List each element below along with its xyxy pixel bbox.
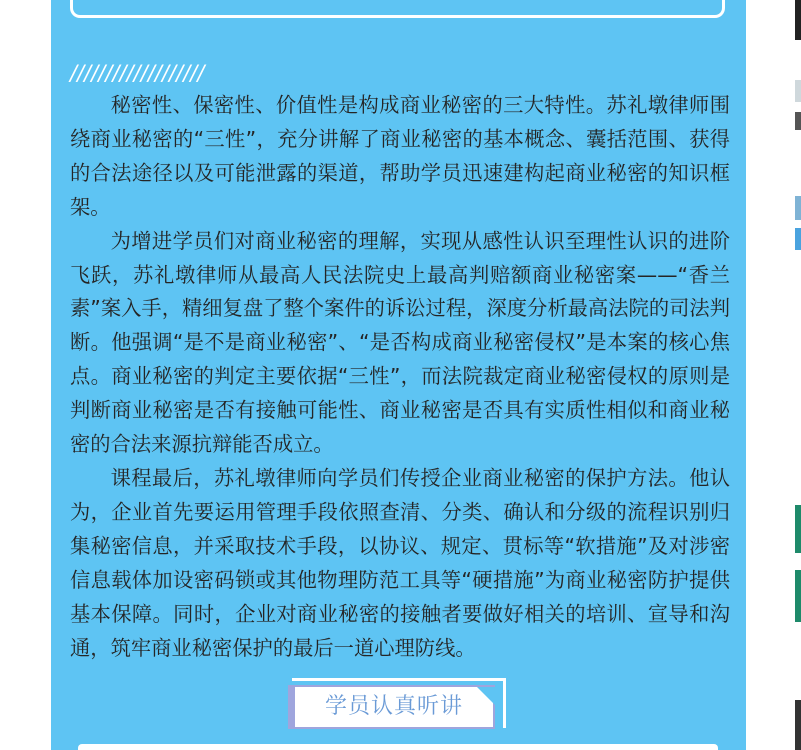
right-edge-fragment [795,112,801,130]
right-edge-fragment [795,196,801,220]
slash-divider: /////////////////// [70,61,205,85]
article-panel [51,0,746,750]
paragraph-protection-methods: 课程最后，苏礼墩律师向学员们传授企业商业秘密的保护方法。他认为，企业首先要运用管理手段依照查清、分类、确认和分级的流程识别归集秘密信息，并采取技术手段，以协议、规定、贯标等“软措施”及对涉密信息载体加设密码锁或其他物理防范工具等“硬措施”为商业秘密防护提供基本保障。同时，企业对商业秘密的接触者要做好相关的培训、宣导和沟通，筑牢商业秘密保护的最后一道心理防线。 [70,465,730,660]
right-edge-fragment [795,570,801,622]
section-caption-badge [292,678,506,734]
right-edge-fragment [795,505,801,553]
right-edge-fragment [795,700,801,750]
previous-image-frame [70,0,725,18]
next-image-frame-top [78,744,718,750]
paragraph-three-traits: 秘密性、保密性、价值性是构成商业秘密的三大特性。苏礼墩律师围绕商业秘密的“三性”，充分讲解了商业秘密的基本概念、囊括范围、获得的合法途径以及可能泄露的渠道，帮助学员迅速建构起商业秘密的知识框架。 [70,93,730,219]
right-edge-fragment [795,80,801,102]
paragraph-vanillin-case: 为增进学员们对商业秘密的理解，实现从感性认识至理性认识的进阶飞跃，苏礼墩律师从最高人民法院史上最高判赔额商业秘密案——“香兰素”案入手，精细复盘了整个案件的诉讼过程，深度分析最高法院的司法判断。他强调“是不是商业秘密”、“是否构成商业秘密侵权”是本案的核心焦点。商业秘密的判定主要依据“三性”，而法院裁定商业秘密侵权的原则是判断商业秘密是否有接触可能性、商业秘密是否具有实质性相似和商业秘密的合法来源抗辩能否成立。 [70,228,730,457]
badge-label: 学员认真听讲 [295,687,493,727]
right-edge-fragment [795,228,801,250]
article-body [70,89,730,665]
badge-corner-cut [477,687,495,705]
right-edge-fragment [795,0,801,40]
